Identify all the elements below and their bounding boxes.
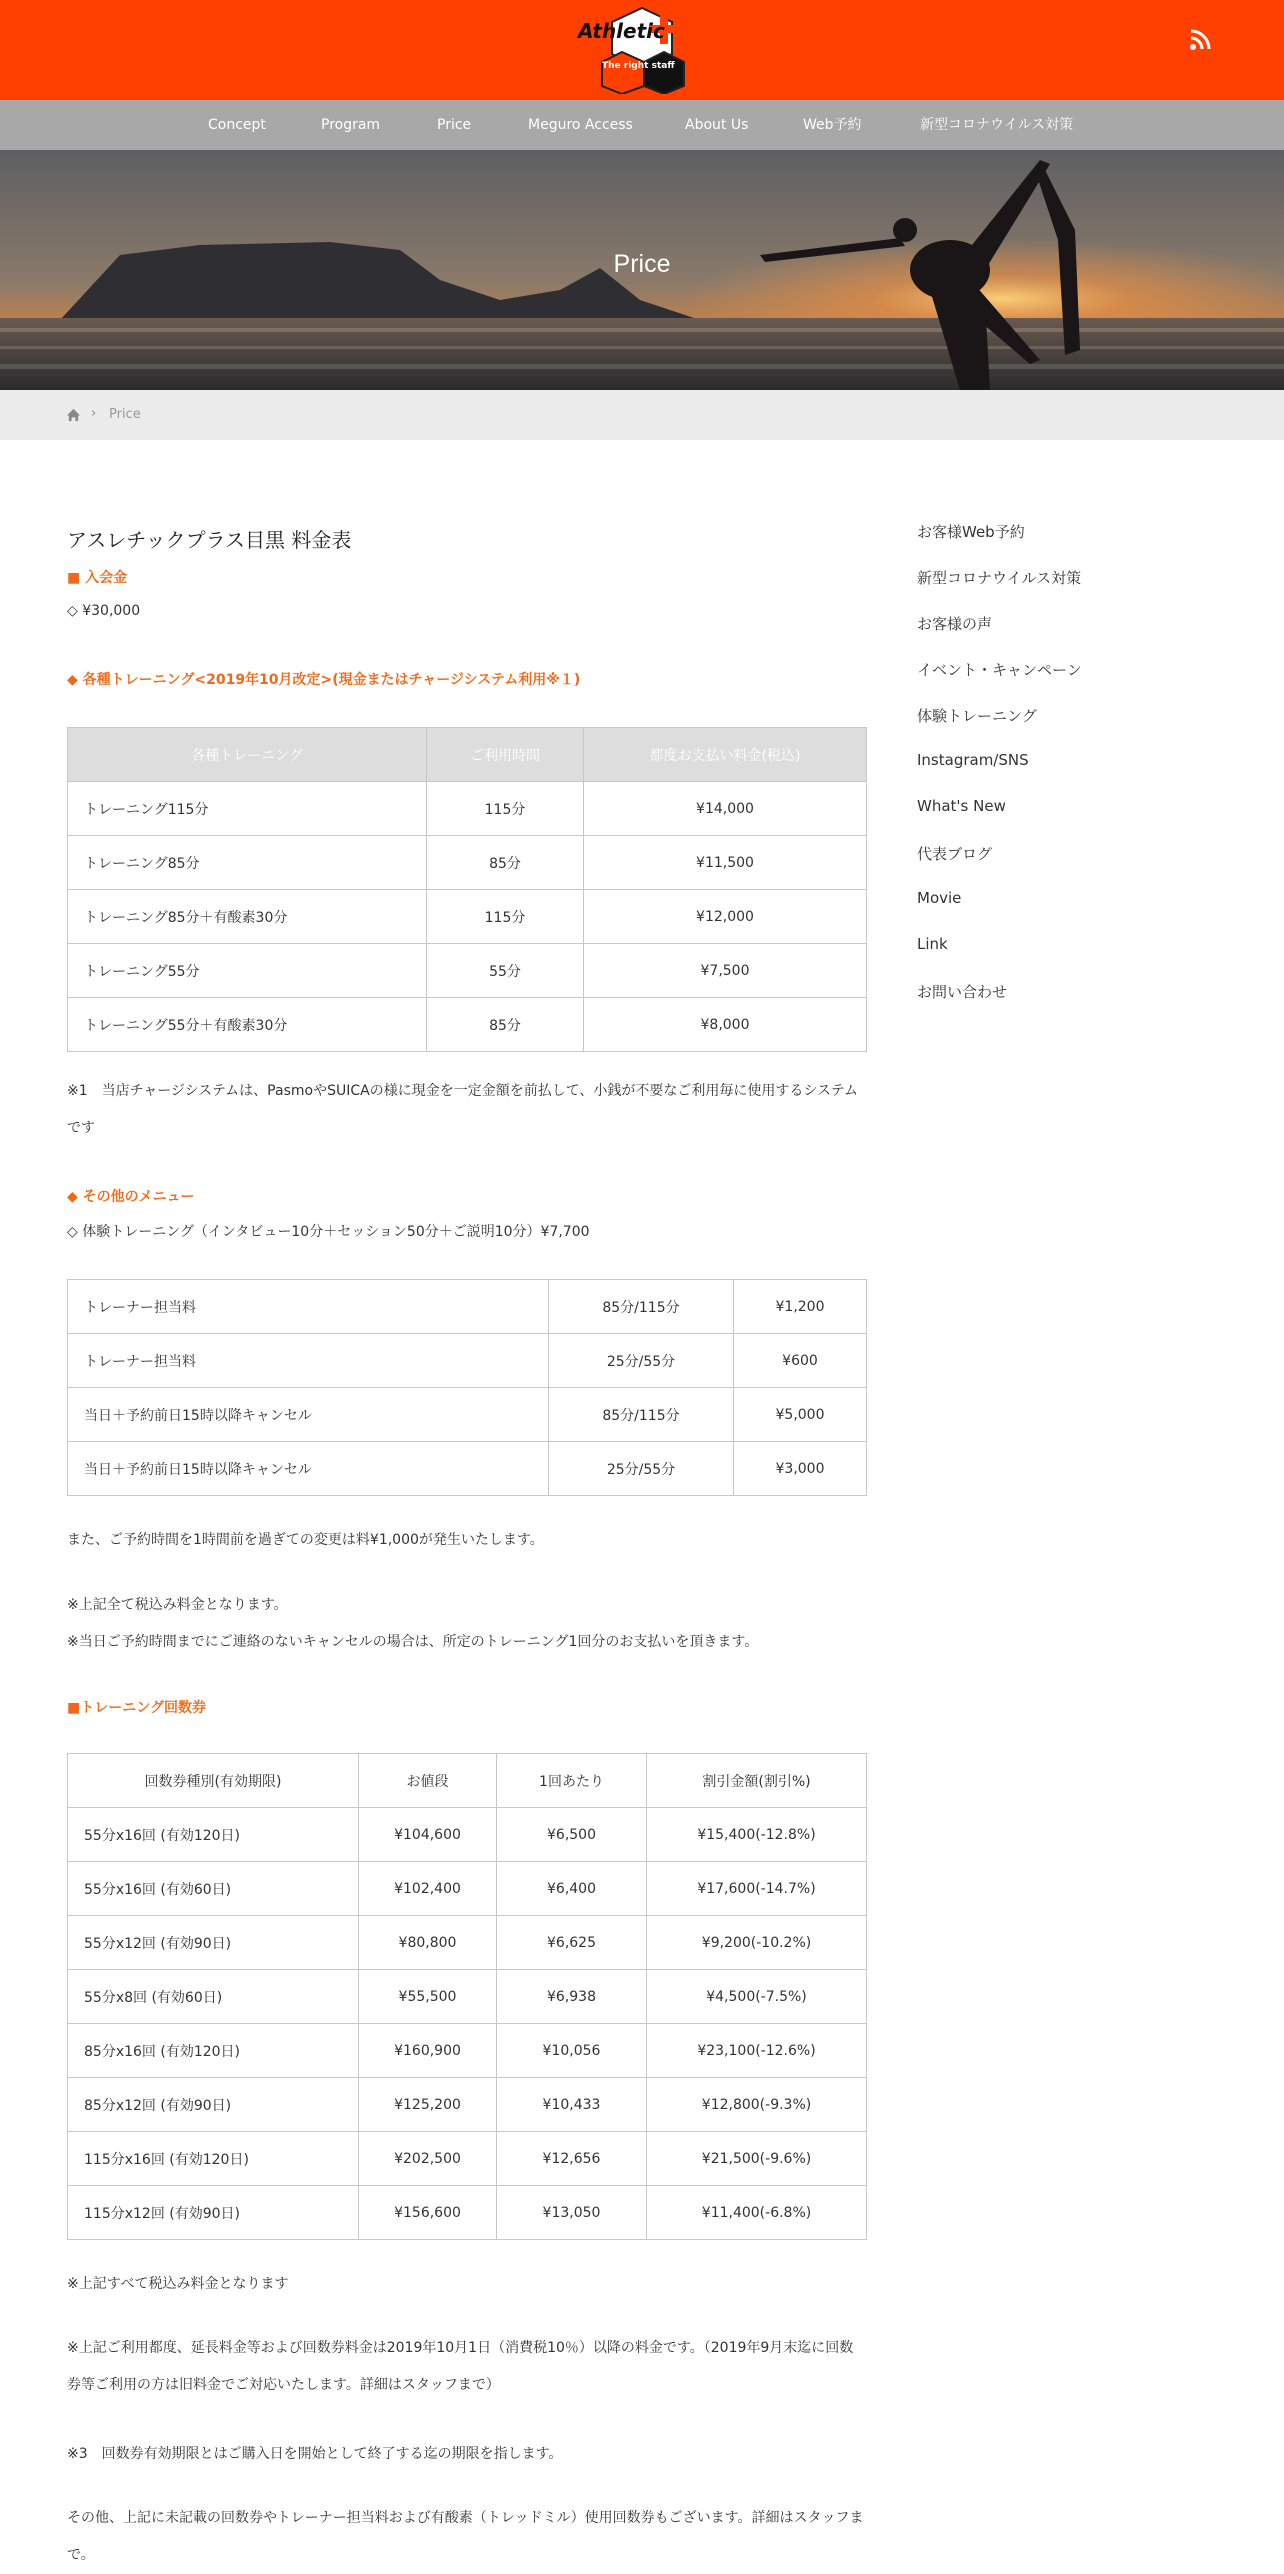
table-cell: ¥160,900 — [359, 2024, 497, 2078]
table-header-cell: 1回あたり — [497, 1754, 647, 1808]
sidebar-item-covid[interactable]: 新型コロナウイルス対策 — [917, 569, 1082, 587]
table-cell: 115分x16回 (有効120日) — [68, 2132, 359, 2186]
table-cell: ¥104,600 — [359, 1808, 497, 1862]
table-cell: ¥8,000 — [584, 998, 867, 1052]
breadcrumb-current: Price — [109, 407, 141, 422]
sidebar-item-events[interactable]: イベント・キャンペーン — [917, 661, 1082, 679]
table-cell: ¥7,500 — [584, 944, 867, 998]
table-cell: 25分/55分 — [549, 1442, 734, 1496]
nav-price[interactable]: Price — [437, 117, 472, 133]
table-cell: トレーニング115分 — [68, 782, 427, 836]
table-cell: 85分/115分 — [549, 1388, 734, 1442]
rss-icon[interactable] — [1188, 28, 1212, 52]
table-cell: ¥14,000 — [584, 782, 867, 836]
home-icon[interactable] — [66, 408, 81, 422]
other-menu-table — [67, 1279, 867, 1496]
breadcrumb — [0, 390, 1284, 440]
table-header-cell: 都度お支払い料金(税込) — [584, 728, 867, 782]
table-cell: 当日＋予約前日15時以降キャンセル — [68, 1442, 549, 1496]
table-cell: ¥1,200 — [734, 1280, 867, 1334]
table-cell: 115分 — [427, 890, 584, 944]
table-cell: 55分x8回 (有効60日) — [68, 1970, 359, 2024]
table-cell: ¥15,400(-12.8%) — [647, 1808, 867, 1862]
hero-title: Price — [613, 250, 671, 278]
table-row — [68, 1970, 867, 2024]
table-cell: ¥55,500 — [359, 1970, 497, 2024]
tax-note: ※上記全て税込み料金となります。 — [67, 1597, 288, 1613]
table-cell: ¥11,400(-6.8%) — [647, 2186, 867, 2240]
other-menu-heading: ◆ その他のメニュー — [67, 1189, 195, 1205]
table-cell: ¥156,600 — [359, 2186, 497, 2240]
table-header-row — [68, 1754, 867, 1808]
table-row — [68, 2132, 867, 2186]
logo-brand-text: Athletic — [578, 19, 665, 43]
table-row — [68, 836, 867, 890]
table-cell: トレーニング85分＋有酸素30分 — [68, 890, 427, 944]
table-cell: ¥17,600(-14.7%) — [647, 1862, 867, 1916]
sidebar-item-whats-new[interactable]: What's New — [917, 797, 1006, 815]
table-cell: ¥21,500(-9.6%) — [647, 2132, 867, 2186]
table-header-cell: 回数券種別(有効期限) — [68, 1754, 359, 1808]
ticket-price-note: ※上記ご利用都度、延長料金等および回数券料金は2019年10月1日（消費税10％）以降の料金です。（2019年9月末迄に回数券等ご利用の方は旧料金でご対応いたします。詳細はスタッフまで） — [67, 2340, 854, 2393]
table-cell: 85分 — [427, 998, 584, 1052]
ticket-heading: ■トレーニング回数券 — [67, 1700, 206, 1716]
table-row — [68, 2186, 867, 2240]
table-cell: ¥6,400 — [497, 1862, 647, 1916]
training-price-table — [67, 727, 867, 1052]
table-cell: ¥10,056 — [497, 2024, 647, 2078]
hero-banner — [0, 150, 1284, 390]
table-cell: 85分 — [427, 836, 584, 890]
table-cell: ¥12,000 — [584, 890, 867, 944]
table-header-cell: ご利用時間 — [427, 728, 584, 782]
table-cell: 当日＋予約前日15時以降キャンセル — [68, 1388, 549, 1442]
table-row — [68, 2078, 867, 2132]
table-cell: ¥4,500(-7.5%) — [647, 1970, 867, 2024]
table-row — [68, 998, 867, 1052]
sidebar-item-movie[interactable]: Movie — [917, 889, 962, 907]
admission-heading: ■ 入会金 — [67, 570, 128, 586]
table-cell: ¥12,800(-9.3%) — [647, 2078, 867, 2132]
table-cell: 25分/55分 — [549, 1334, 734, 1388]
sidebar-item-trial[interactable]: 体験トレーニング — [917, 707, 1037, 725]
table-cell: ¥3,000 — [734, 1442, 867, 1496]
nav-web-reservation[interactable]: Web予約 — [803, 117, 862, 133]
table-cell: ¥13,050 — [497, 2186, 647, 2240]
global-nav — [0, 100, 1284, 150]
table-row — [68, 1442, 867, 1496]
trial-training: ◇ 体験トレーニング（インタビュー10分＋セッション50分＋ご説明10分）¥7,700 — [67, 1224, 590, 1240]
nav-meguro-access[interactable]: Meguro Access — [528, 117, 633, 133]
table-row — [68, 1862, 867, 1916]
table-row — [68, 2024, 867, 2078]
table-row — [68, 1280, 867, 1334]
table-header-cell: 割引金額(割引%) — [647, 1754, 867, 1808]
sidebar-item-instagram[interactable]: Instagram/SNS — [917, 751, 1029, 769]
table-cell: ¥23,100(-12.6%) — [647, 2024, 867, 2078]
table-cell: 115分 — [427, 782, 584, 836]
site-header — [0, 0, 1284, 100]
table-row — [68, 1388, 867, 1442]
sidebar-item-link[interactable]: Link — [917, 935, 948, 953]
table-cell: 55分x12回 (有効90日) — [68, 1916, 359, 1970]
table-cell: ¥5,000 — [734, 1388, 867, 1442]
athletic-plus-logo[interactable] — [572, 6, 712, 94]
table-cell: ¥125,200 — [359, 2078, 497, 2132]
table-header-cell: お値段 — [359, 1754, 497, 1808]
table-row — [68, 1334, 867, 1388]
table-cell: トレーニング85分 — [68, 836, 427, 890]
table-row — [68, 944, 867, 998]
nav-covid-measures[interactable]: 新型コロナウイルス対策 — [920, 117, 1074, 133]
table-cell: ¥80,800 — [359, 1916, 497, 1970]
ticket-tax-note: ※上記すべて税込み料金となります — [67, 2276, 289, 2292]
table-cell: トレーニング55分＋有酸素30分 — [68, 998, 427, 1052]
table-cell: 85分/115分 — [549, 1280, 734, 1334]
table-cell: ¥10,433 — [497, 2078, 647, 2132]
table-cell: 85分x12回 (有効90日) — [68, 2078, 359, 2132]
nav-program[interactable]: Program — [321, 117, 381, 133]
table-cell: ¥6,625 — [497, 1916, 647, 1970]
sidebar-item-web-reservation[interactable]: お客様Web予約 — [917, 523, 1025, 541]
table-cell: ¥11,500 — [584, 836, 867, 890]
table-cell: ¥202,500 — [359, 2132, 497, 2186]
table-cell: 55分x16回 (有効120日) — [68, 1808, 359, 1862]
table-cell: ¥9,200(-10.2%) — [647, 1916, 867, 1970]
sidebar-item-contact[interactable]: お問い合わせ — [917, 983, 1008, 1001]
breadcrumb-separator: › — [91, 406, 97, 421]
table-cell: ¥12,656 — [497, 2132, 647, 2186]
nav-about-us[interactable]: About Us — [685, 117, 749, 133]
sidebar-item-voices[interactable]: お客様の声 — [917, 615, 993, 633]
table-header-row — [68, 728, 867, 782]
table-cell: ¥6,500 — [497, 1808, 647, 1862]
change-fee-note: また、ご予約時間を1時間前を過ぎての変更は料¥1,000が発生いたします。 — [67, 1532, 544, 1548]
table-row — [68, 1916, 867, 1970]
table-row — [68, 890, 867, 944]
sidebar-item-blog[interactable]: 代表ブログ — [917, 845, 993, 863]
table-cell: 55分 — [427, 944, 584, 998]
table-cell: トレーニング55分 — [68, 944, 427, 998]
nav-concept[interactable]: Concept — [208, 117, 266, 133]
table-cell: トレーナー担当料 — [68, 1334, 549, 1388]
table-cell: 55分x16回 (有効60日) — [68, 1862, 359, 1916]
table-header-cell: 各種トレーニング — [68, 728, 427, 782]
logo-tagline-text: The right staff — [602, 61, 675, 71]
table-cell: ¥600 — [734, 1334, 867, 1388]
training-heading: ◆ 各種トレーニング<2019年10月改定>(現金またはチャージシステム利用※１) — [67, 672, 581, 688]
ticket-price-table — [67, 1753, 867, 2240]
table-cell: 115分x12回 (有効90日) — [68, 2186, 359, 2240]
other-tickets-note: その他、上記に未記載の回数券やトレーナー担当料および有酸素（トレッドミル）使用回数券もございます。詳細はスタッフまで。 — [67, 2510, 864, 2563]
ticket-expiry-note: ※3 回数券有効期限とはご購入日を開始として終了する迄の期限を指します。 — [67, 2446, 563, 2462]
table-cell: トレーナー担当料 — [68, 1280, 549, 1334]
table-row — [68, 782, 867, 836]
charge-system-note: ※1 当店チャージシステムは、PasmoやSUICAの様に現金を一定金額を前払して、小銭が不要なご利用毎に使用するシステムです — [67, 1083, 859, 1136]
admission-fee: ◇ ¥30,000 — [67, 603, 141, 619]
table-cell: ¥6,938 — [497, 1970, 647, 2024]
page-title: アスレチックプラス目黒 料金表 — [67, 528, 352, 552]
table-cell: ¥102,400 — [359, 1862, 497, 1916]
cancel-note: ※当日ご予約時間までにご連絡のないキャンセルの場合は、所定のトレーニング1回分のお支払いを頂きます。 — [67, 1634, 759, 1650]
table-row — [68, 1808, 867, 1862]
table-cell: 85分x16回 (有効120日) — [68, 2024, 359, 2078]
